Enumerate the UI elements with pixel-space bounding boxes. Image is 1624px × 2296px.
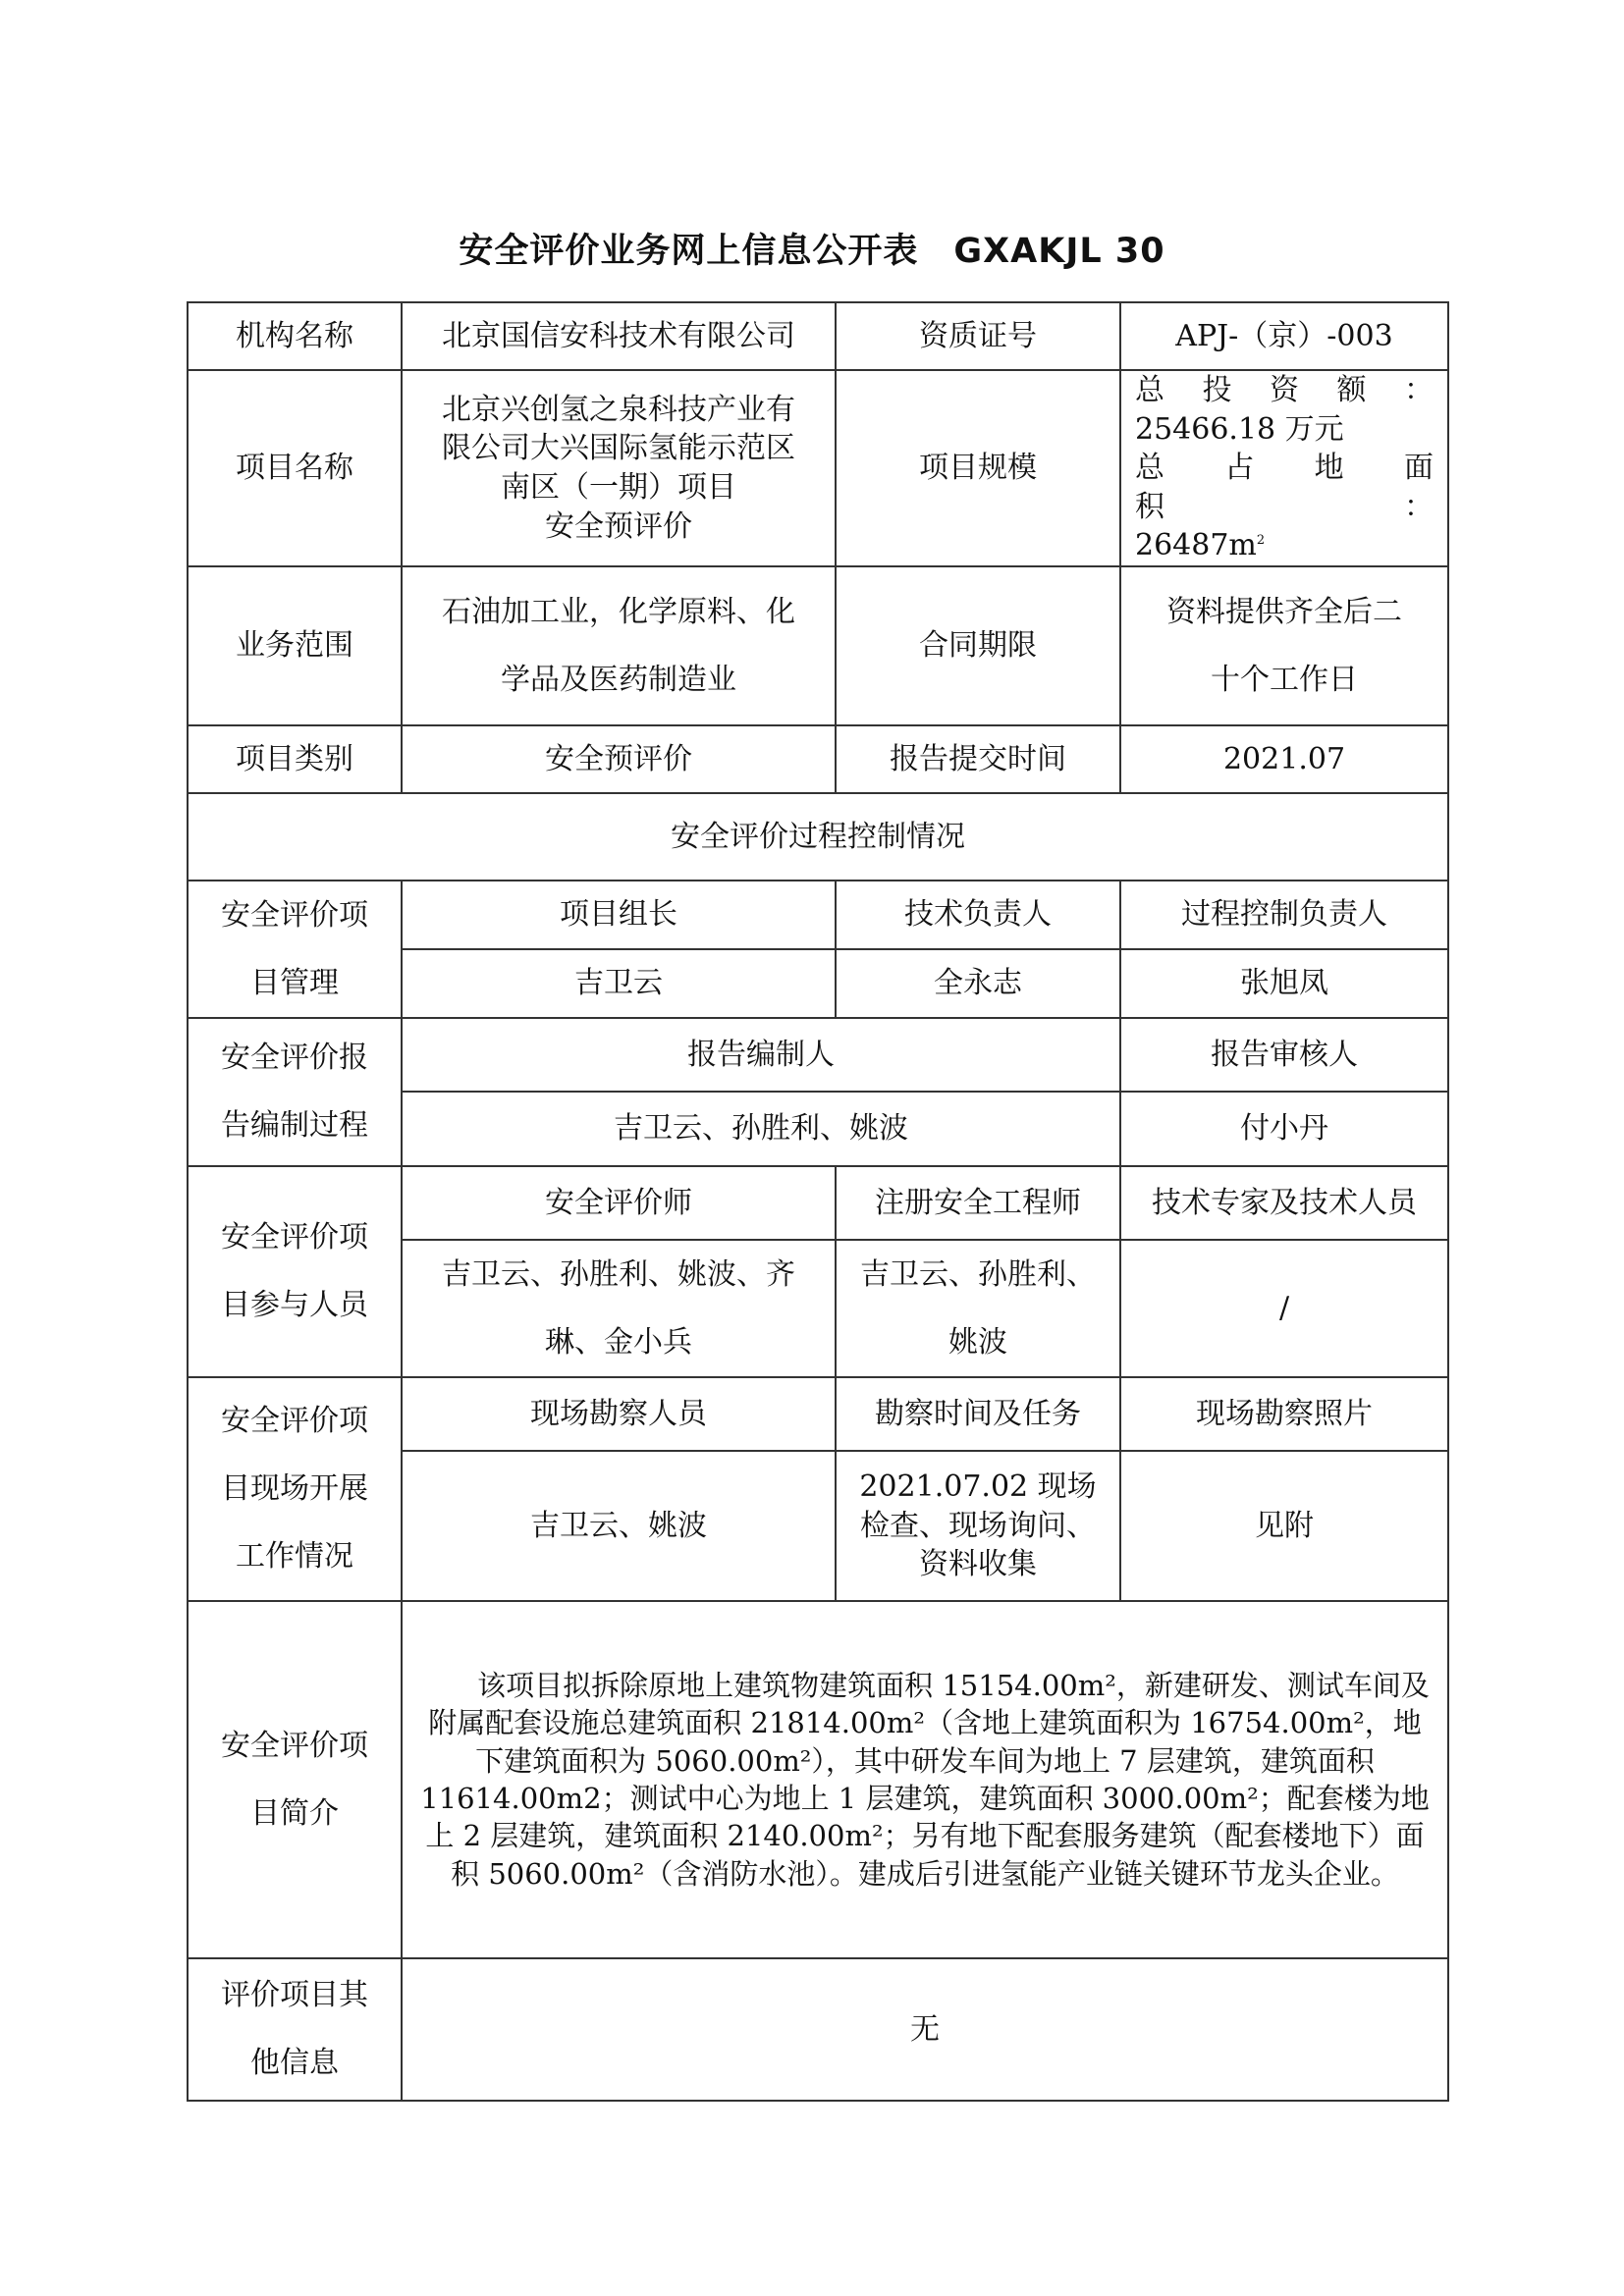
org-label: 机构名称: [188, 302, 402, 370]
report-header-row: [188, 1018, 1448, 1092]
page-title: 安全评价业务网上信息公开表 GXAKJL 30: [459, 232, 1165, 271]
site-label: [188, 1377, 402, 1601]
scale-line: [1135, 526, 1434, 565]
other-row: [188, 1958, 1448, 2101]
scope-label: 业务范围: [188, 566, 402, 725]
site-task: [836, 1451, 1120, 1601]
project-name: [402, 370, 836, 566]
management-leader: 吉卫云: [402, 949, 836, 1018]
participants-engineers: [836, 1240, 1120, 1377]
scope-line: 石油加工业，化学原料、化: [442, 594, 795, 629]
scale-area-value: 26487m: [1135, 528, 1257, 563]
participants-label: [188, 1166, 402, 1377]
management-header-control: 过程控制负责人: [1120, 881, 1448, 949]
scope-row: [188, 566, 1448, 725]
site-label-line: 目现场开展: [221, 1471, 368, 1507]
scale-line: 总 投 资 额 ：: [1135, 373, 1434, 407]
intro-label-line: 安全评价项: [221, 1728, 368, 1763]
participants-label-line: 目参与人员: [221, 1288, 368, 1323]
project-name-line: 限公司大兴国际氢能示范区: [442, 431, 795, 466]
management-label-line: 安全评价项: [221, 897, 368, 933]
org-value: 北京国信安科技术有限公司: [402, 302, 836, 370]
site-label-line: 工作情况: [236, 1539, 353, 1575]
other-label-line: 评价项目其: [221, 1978, 368, 2013]
term-line: 资料提供齐全后二: [1166, 594, 1402, 629]
management-tech: 全永志: [836, 949, 1120, 1018]
site-photo: 见附: [1120, 1451, 1448, 1601]
participants-header-row: [188, 1166, 1448, 1240]
participants-header-expert: 技术专家及技术人员: [1120, 1166, 1448, 1240]
project-name-line: 南区（一期）项目: [501, 469, 736, 505]
other-label: [188, 1958, 402, 2101]
scale-value: [1120, 370, 1463, 566]
other-value: 无: [402, 1958, 1448, 2101]
site-task-line: 检查、现场询问、: [860, 1508, 1096, 1543]
submit-value: 2021.07: [1120, 725, 1448, 793]
management-header-row: [188, 881, 1448, 949]
scale-area-sup: 2: [1256, 533, 1266, 549]
scope-value: [402, 566, 836, 725]
site-header-photo: 现场勘察照片: [1120, 1377, 1448, 1451]
site-label-line: 安全评价项: [221, 1404, 368, 1439]
report-label-line: 告编制过程: [221, 1108, 368, 1144]
participants-header-engineer: 注册安全工程师: [836, 1166, 1120, 1240]
site-header-people: 现场勘察人员: [402, 1377, 836, 1451]
report-authors: 吉卫云、孙胜利、姚波: [402, 1092, 1120, 1166]
scale-label: 项目规模: [836, 370, 1120, 566]
report-label: [188, 1018, 402, 1166]
process-header-row: [188, 793, 1448, 881]
cert-label: 资质证号: [836, 302, 1120, 370]
intro-label-line: 目简介: [250, 1795, 339, 1831]
site-header-task: 勘察时间及任务: [836, 1377, 1120, 1451]
term-label: 合同期限: [836, 566, 1120, 725]
other-label-line: 他信息: [250, 2046, 339, 2081]
intro-label: [188, 1601, 402, 1958]
report-label-line: 安全评价报: [221, 1041, 368, 1076]
report-header-reviewer: 报告审核人: [1120, 1018, 1448, 1092]
category-label: 项目类别: [188, 725, 402, 793]
org-row: [188, 302, 1448, 370]
site-task-line: 2021.07.02 现场: [859, 1469, 1097, 1505]
management-label-line: 目管理: [250, 965, 339, 1000]
process-header: 安全评价过程控制情况: [188, 793, 1448, 881]
scale-line: 25466.18 万元: [1135, 411, 1344, 447]
site-task-line: 资料收集: [919, 1547, 1037, 1582]
intro-row: [188, 1601, 1448, 1958]
report-header-authors: 报告编制人: [402, 1018, 1120, 1092]
scope-line: 学品及医药制造业: [501, 662, 736, 697]
participants-evaluators-line: 琳、金小兵: [545, 1324, 692, 1360]
participants-evaluators: [402, 1240, 836, 1377]
cert-value: APJ-（京）-003: [1120, 302, 1448, 370]
project-name-line: 安全预评价: [545, 508, 692, 544]
term-line: 十个工作日: [1211, 662, 1358, 697]
term-value: [1120, 566, 1448, 725]
participants-engineers-line: 吉卫云、孙胜利、: [860, 1256, 1096, 1292]
participants-header-evaluator: 安全评价师: [402, 1166, 836, 1240]
participants-evaluators-line: 吉卫云、孙胜利、姚波、齐: [442, 1256, 795, 1292]
info-table: [187, 301, 1463, 2102]
participants-engineers-line: 姚波: [948, 1324, 1007, 1360]
project-row: [188, 370, 1448, 566]
category-value: 安全预评价: [402, 725, 836, 793]
management-label: [188, 881, 402, 1018]
site-header-row: [188, 1377, 1448, 1451]
report-reviewer: 付小丹: [1120, 1092, 1448, 1166]
submit-label: 报告提交时间: [836, 725, 1120, 793]
participants-label-line: 安全评价项: [221, 1220, 368, 1255]
participants-experts: /: [1120, 1240, 1448, 1377]
intro-text: 该项目拟拆除原地上建筑物建筑面积 15154.00m²，新建研发、测试车间及附属配套设施总建筑面积 21814.00m²（含地上建筑面积为 16754.00m²，地下建筑面积为 5060.00m²），其中研发车间为地上 7 层建筑，建筑面积 11614.00m2；测试中心为地上 1 层建筑，建筑面积 3000.00m²；配套楼为地上 2 层建筑，建筑面积 2140.00m²；另有地下配套服务建筑（配套楼地下）面积 5060.00m²（含消防水池）。建成后引进氢能产业链关键环节龙头企业。: [402, 1601, 1448, 1958]
management-header-leader: 项目组长: [402, 881, 836, 949]
scale-line: 总 占 地 面 积 ：: [1135, 451, 1463, 524]
project-name-line: 北京兴创氢之泉科技产业有: [442, 392, 795, 427]
management-control: 张旭凤: [1120, 949, 1448, 1018]
site-people: 吉卫云、姚波: [402, 1451, 836, 1601]
management-header-tech: 技术负责人: [836, 881, 1120, 949]
category-row: [188, 725, 1448, 793]
project-label: 项目名称: [188, 370, 402, 566]
